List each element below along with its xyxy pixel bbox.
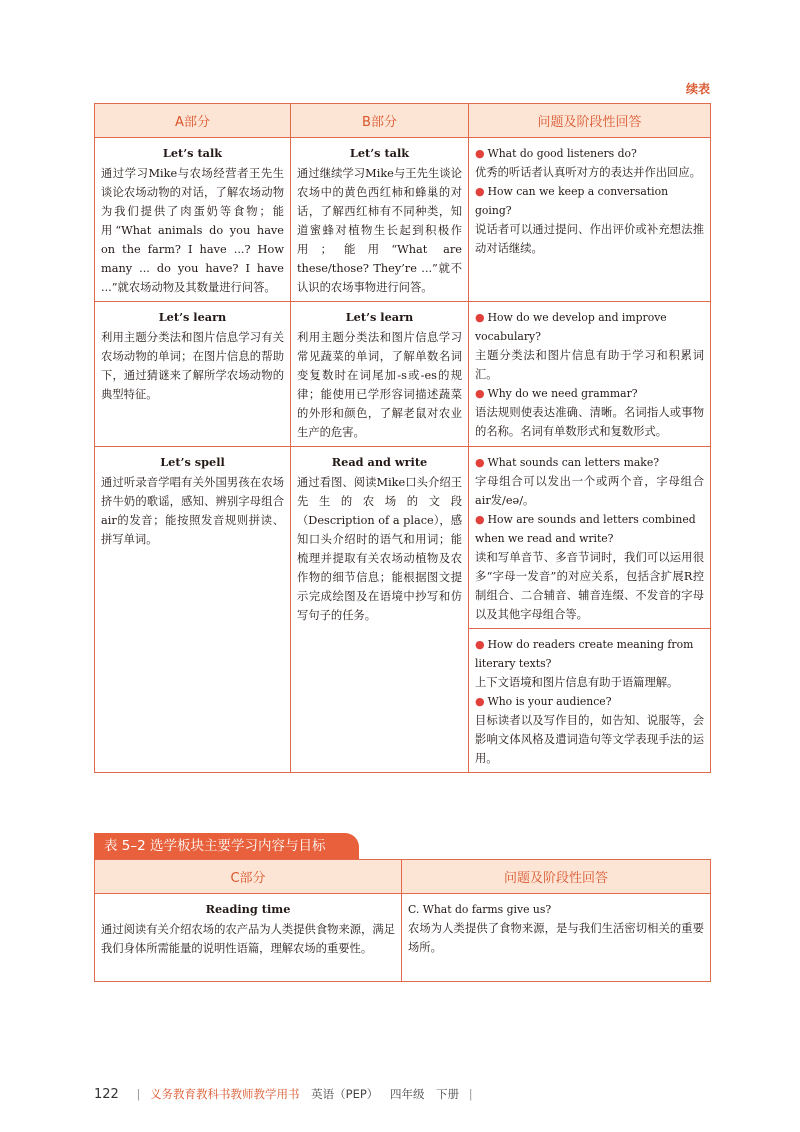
page-footer (94, 1086, 479, 1102)
part-a-cell (95, 302, 291, 447)
column-header-questions: 问题及阶段性回答 (469, 104, 711, 138)
part-b-cell (291, 138, 469, 302)
optional-section-table (94, 859, 711, 982)
table-row (95, 302, 711, 447)
question-line: ● How can we keep a conversation going? (475, 185, 669, 217)
part-c-cell (95, 894, 402, 982)
answer-text: 上下文语境和图片信息有助于语篇理解。 (475, 676, 679, 689)
cell-body: 通过继续学习Mike与王先生谈论农场中的黄色西红柿和蜂巢的对话，了解西红柿有不同种类，知道蜜蜂对植物生长起到积极作用；能用“What are these/those? They’re ...”就不认识的农场事物进行问答。 (297, 167, 462, 294)
bullet-dot-icon: ● (475, 387, 485, 400)
question-line: ● What sounds can letters make? (475, 456, 660, 469)
table-row (95, 894, 711, 982)
answer-text: 语法规则使表达准确、清晰。名词指人或事物的名称。名词有单数形式和复数形式。 (475, 406, 704, 438)
answer-text: 优秀的听话者认真听对方的表达并作出回应。 (475, 166, 701, 179)
question-line: C. What do farms give us? (408, 903, 552, 916)
cell-body: 通过学习Mike与农场经营者王先生谈论农场动物的对话，了解农场动物为我们提供了肉蛋奶等食物；能用“What animals do you have on the farm? I have ...? How many ... do you have? I have ...”就农场动物及其数量进行问答。 (101, 167, 284, 294)
bullet-dot-icon: ● (475, 147, 485, 160)
answer-text: 目标读者以及写作目的，如告知、说服等，会影响文体风格及遣词造句等文学表现手法的运用。 (475, 714, 704, 765)
part-b-cell (291, 302, 469, 447)
volume: 下册 (436, 1087, 460, 1101)
answer-text: 读和写单音节、多音节词时，我们可以运用很多“字母一发音”的对应关系，包括含扩展R控制组合、二合辅音、辅音连缀、不发音的字母以及其他字母组合等。 (475, 551, 704, 621)
part-b-cell (291, 447, 469, 773)
part-a-cell (95, 138, 291, 302)
question-line: ● How do readers create meaning from literary texts? (475, 638, 694, 670)
cell-body: 通过阅读有关介绍农场的农产品为人类提供食物来源，满足我们身体所需能量的说明性语篇，理解农场的重要性。 (101, 923, 395, 955)
column-header-part-c: C部分 (95, 860, 402, 894)
answer-text: 农场为人类提供了食物来源，是与我们生活密切相关的重要场所。 (408, 922, 704, 954)
column-header-questions: 问题及阶段性回答 (402, 860, 711, 894)
bullet-dot-icon: ● (475, 638, 485, 651)
table-row (95, 447, 711, 629)
page-number: 122 (94, 1087, 119, 1102)
answer-text: 主题分类法和图片信息有助于学习和积累词汇。 (475, 349, 704, 381)
cell-title: Let’s spell (160, 455, 225, 469)
column-header-part-a: A部分 (95, 104, 291, 138)
answer-text: 字母组合可以发出一个或两个音，字母组合air发/eə/。 (475, 475, 704, 507)
qa-cell (469, 138, 711, 302)
bullet-dot-icon: ● (475, 695, 485, 708)
question-line: ● Who is your audience? (475, 695, 612, 708)
cell-body: 利用主题分类法和图片信息学习常见蔬菜的单词，了解单数名词变复数时在词尾加-s或-es的规律；能使用已学形容词描述蔬菜的外形和颜色，了解老鼠对农业生产的危害。 (297, 331, 462, 439)
bullet-dot-icon: ● (475, 311, 485, 324)
subject: 英语（PEP） (311, 1087, 379, 1101)
cell-title: Let’s learn (345, 310, 414, 324)
question-line: ● How do we develop and improve vocabulary? (475, 311, 667, 343)
cell-title: Read and write (331, 455, 428, 469)
divider: | (468, 1087, 473, 1101)
qa-cell (402, 894, 711, 982)
table-row (95, 138, 711, 302)
book-title: 义务教育教科书教师教学用书 (150, 1087, 300, 1101)
table-caption-tab: 表 5–2 选学板块主要学习内容与目标 (94, 833, 359, 859)
question-line: ● Why do we need grammar? (475, 387, 638, 400)
main-content-table (94, 103, 711, 773)
grade: 四年级 (389, 1087, 425, 1101)
table-header-row (95, 104, 711, 138)
bullet-dot-icon: ● (475, 185, 485, 198)
table-header-row (95, 860, 711, 894)
cell-body: 通过听录音学唱有关外国男孩在农场挤牛奶的歌谣，感知、辨别字母组合air的发音；能按照发音规则拼读、拼写单词。 (101, 476, 284, 546)
part-a-cell (95, 447, 291, 773)
cell-title: Let’s talk (349, 146, 410, 160)
cell-title: Let’s talk (162, 146, 223, 160)
cell-title: Reading time (205, 902, 291, 916)
answer-text: 说话者可以通过提问、作出评价或补充想法推动对话继续。 (475, 223, 704, 255)
divider: | (136, 1087, 141, 1101)
qa-cell (469, 447, 711, 629)
cell-body: 利用主题分类法和图片信息学习有关农场动物的单词；在图片信息的帮助下，通过猜谜来了解所学农场动物的典型特征。 (101, 331, 284, 401)
question-line: ● What do good listeners do? (475, 147, 637, 160)
qa-cell (469, 302, 711, 447)
cell-body: 通过看图、阅读Mike口头介绍王先生的农场的文段（Description of a place），感知口头介绍时的语气和用词；能梳理并提取有关农场动植物及农作物的细节信息；能根据图文提示完成绘图及在语境中抄写和仿写句子的任务。 (297, 476, 462, 622)
column-header-part-b: B部分 (291, 104, 469, 138)
bullet-dot-icon: ● (475, 456, 485, 469)
question-line: ● How are sounds and letters combined when we read and write? (475, 513, 696, 545)
cell-title: Let’s learn (158, 310, 227, 324)
qa-cell (469, 629, 711, 773)
continued-label: 续表 (685, 82, 710, 96)
bullet-dot-icon: ● (475, 513, 485, 526)
